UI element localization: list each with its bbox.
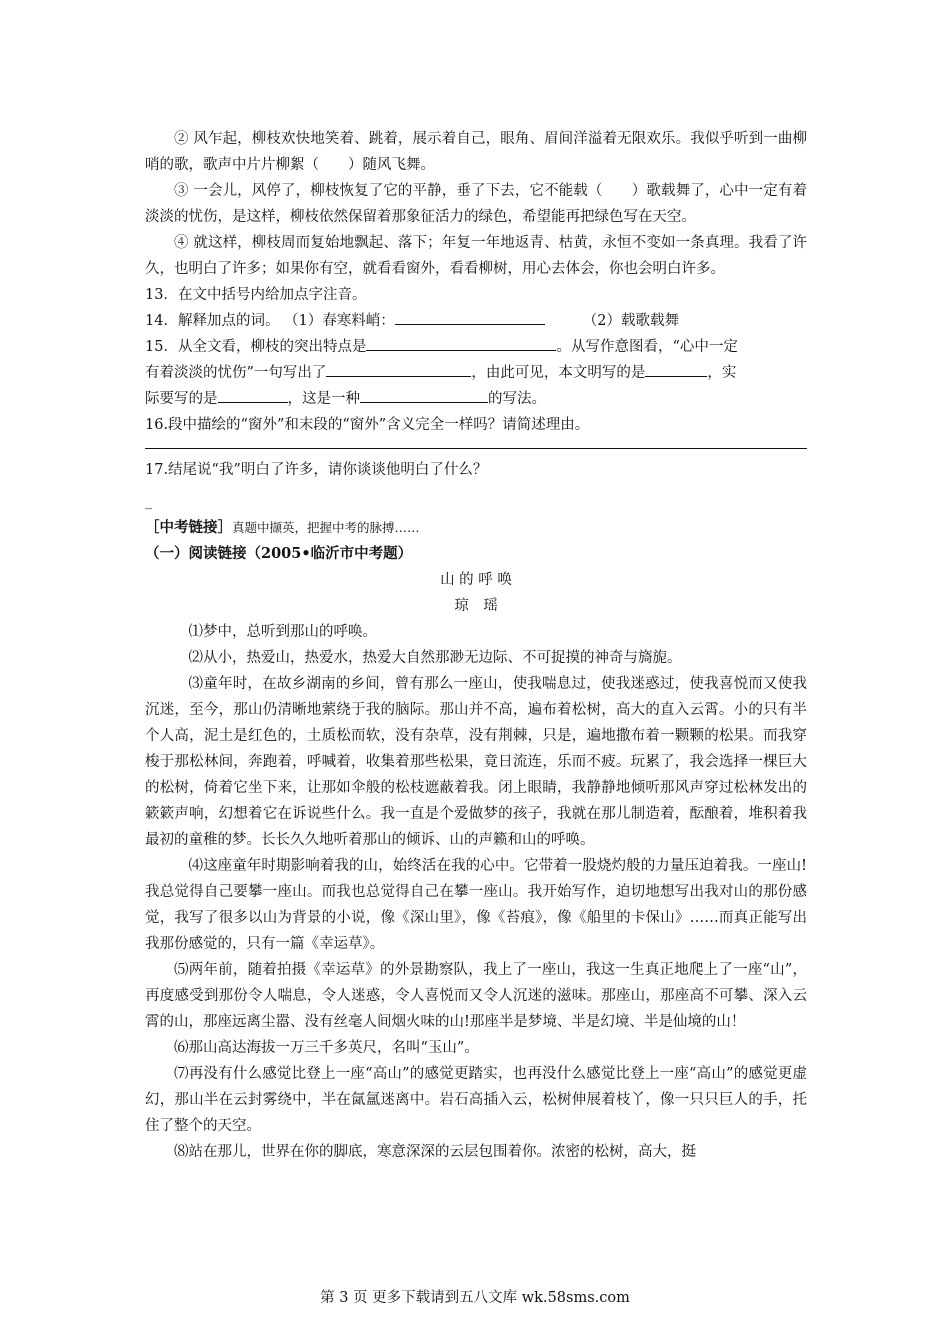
question-14 (145, 308, 807, 334)
passage2-para6: ⑹那山高达海拔一万三千多英尺，名叫“玉山”。 (174, 1040, 479, 1056)
passage1-para3: ③ 一会儿，风停了，柳枝恢复了它的平静，垂了下去，它不能载（ ）歌载舞了，心中一定有着淡淡的忧伤，是这样，柳枝依然保留着那象征活力的绿色，希望能再把绿色写在天空。 (145, 183, 807, 225)
question-15-text-d: ，由此可见，本文明写的是 (471, 365, 646, 381)
question-15-text-h: 的写法。 (488, 391, 546, 407)
answer-line-16[interactable] (145, 448, 807, 449)
passage2-para8: ⑻站在那儿，世界在你的脚底，寒意深深的云层包围着你。浓密的松树，高大，挺 (174, 1144, 696, 1160)
question-15-line3 (145, 386, 807, 412)
answer-blank-15-1[interactable] (366, 334, 556, 351)
passage2-author: 琼 瑶 (454, 598, 498, 614)
question-15-text-f: 际要写的是 (145, 391, 218, 407)
answer-blank-15-3[interactable] (645, 360, 707, 377)
exam-link-header (145, 515, 807, 541)
question-15-text-b: 。从写作意图看，“心中一定 (556, 339, 738, 355)
question-15-line1 (145, 334, 807, 360)
answer-blank-14-1[interactable] (395, 308, 545, 325)
question-14-part1: 14．解释加点的词。 （1）春寒料峭： (145, 313, 395, 329)
passage1-para4: ④ 就这样，柳枝周而复始地飘起、落下；年复一年地返青、枯黄，永恒不变如一条真理。我看了许久，也明白了许多；如果你有空，就看看窗外，看看柳树，用心去体会，你也会明白许多。 (145, 235, 807, 277)
answer-line-17[interactable]: _ (145, 494, 152, 510)
passage2-para1: ⑴梦中，总听到那山的呼唤。 (188, 624, 377, 640)
reading-link-heading: （一）阅读链接（2005•临沂市中考题） (145, 545, 413, 562)
question-15-text-e: ，实 (707, 365, 737, 381)
page-footer: 第 3 页 更多下载请到五八文库 wk.58sms.com (320, 1290, 630, 1306)
exam-link-subtitle: 真题中撷英，把握中考的脉搏…… (232, 520, 420, 535)
question-13: 13．在文中括号内给加点字注音。 (145, 287, 367, 303)
question-15-line2 (145, 360, 807, 386)
passage2-para5: ⑸两年前，随着拍摄《幸运草》的外景勘察队，我上了一座山，我这一生真正地爬上了一座“山”，再度感受到那份令人喘息，令人迷惑，令人喜悦而又令人沉迷的滋味。那座山，那座高不可攀、深入云霄的山，那座远离尘嚣、没有丝毫人间烟火味的山!那座半是梦境、半是幻境、半是仙境的山！ (145, 962, 807, 1030)
passage2-para2: ⑵从小，热爱山，热爱水，热爱大自然那渺无边际、不可捉摸的神奇与旖旎。 (188, 650, 682, 666)
question-15-text-c: 有着淡淡的忧伤”一句写出了 (145, 365, 327, 381)
answer-blank-15-4[interactable] (218, 386, 288, 403)
passage2-para4: ⑷这座童年时期影响着我的山，始终活在我的心中。它带着一股烧灼般的力量压迫着我。一座山!我总觉得自己要攀一座山。而我也总觉得自己在攀一座山。我开始写作，迫切地想写出我对山的那份感觉，我写了很多以山为背景的小说，像《深山里》，像《苔痕》，像《船里的卡保山》……而真正能写出我那份感觉的，只有一篇《幸运草》。 (145, 858, 807, 952)
passage2-para7: ⑺再没有什么感觉比登上一座“高山”的感觉更踏实，也再没什么感觉比登上一座“高山”的感觉更虚幻，那山半在云封雾绕中，半在氤氲迷离中。岩石高插入云，松树伸展着枝丫，像一只只巨人的手，托住了整个的天空。 (145, 1066, 807, 1134)
passage1-para2: ② 风乍起，柳枝欢快地笑着、跳着，展示着自己，眼角、眉间洋溢着无限欢乐。我似乎听到一曲柳哨的歌，歌声中片片柳絮（ ）随风飞舞。 (145, 131, 807, 173)
answer-blank-15-5[interactable] (360, 386, 488, 403)
question-15-text-a: 15．从全文看，柳枝的突出特点是 (145, 339, 367, 355)
question-15-text-g: ，这是一种 (287, 391, 360, 407)
exam-link-label: ［中考链接］ (145, 519, 232, 536)
question-17: 17.结尾说“我”明白了许多，请你谈谈他明白了什么？ (145, 462, 488, 478)
question-14-part2: （2）载歌载舞 (582, 313, 680, 329)
passage2-title: 山 的 呼 唤 (440, 572, 512, 588)
document-page (145, 126, 807, 1165)
question-16: 16.段中描绘的“窗外”和末段的“窗外”含义完全一样吗？请简述理由。 (145, 417, 590, 433)
passage2-para3: ⑶童年时，在故乡湖南的乡间，曾有那么一座山，使我喘息过，使我迷惑过，使我喜悦而又使我沉迷，至今，那山仍清晰地萦绕于我的脑际。那山并不高，遍布着松树，高大的直入云霄。小的只有半个人高，泥土是红色的，土质松而软，没有杂草，没有荆棘，只是，遍地撒布着一颗颗的松果。而我穿梭于那松林间，奔跑着，呼喊着，收集着那些松果，竟日流连，乐而不疲。玩累了，我会选择一棵巨大的松树，倚着它坐下来，让那如伞般的松枝遮蔽着我。闭上眼睛，我静静地倾听那风声穿过松林发出的簌簌声响，幻想着它在诉说些什么。我一直是个爱做梦的孩子，我就在那儿制造着，酝酿着，堆积着我最初的童稚的梦。长长久久地听着那山的倾诉、山的声籁和山的呼唤。 (145, 676, 807, 848)
answer-blank-15-2[interactable] (326, 360, 471, 377)
